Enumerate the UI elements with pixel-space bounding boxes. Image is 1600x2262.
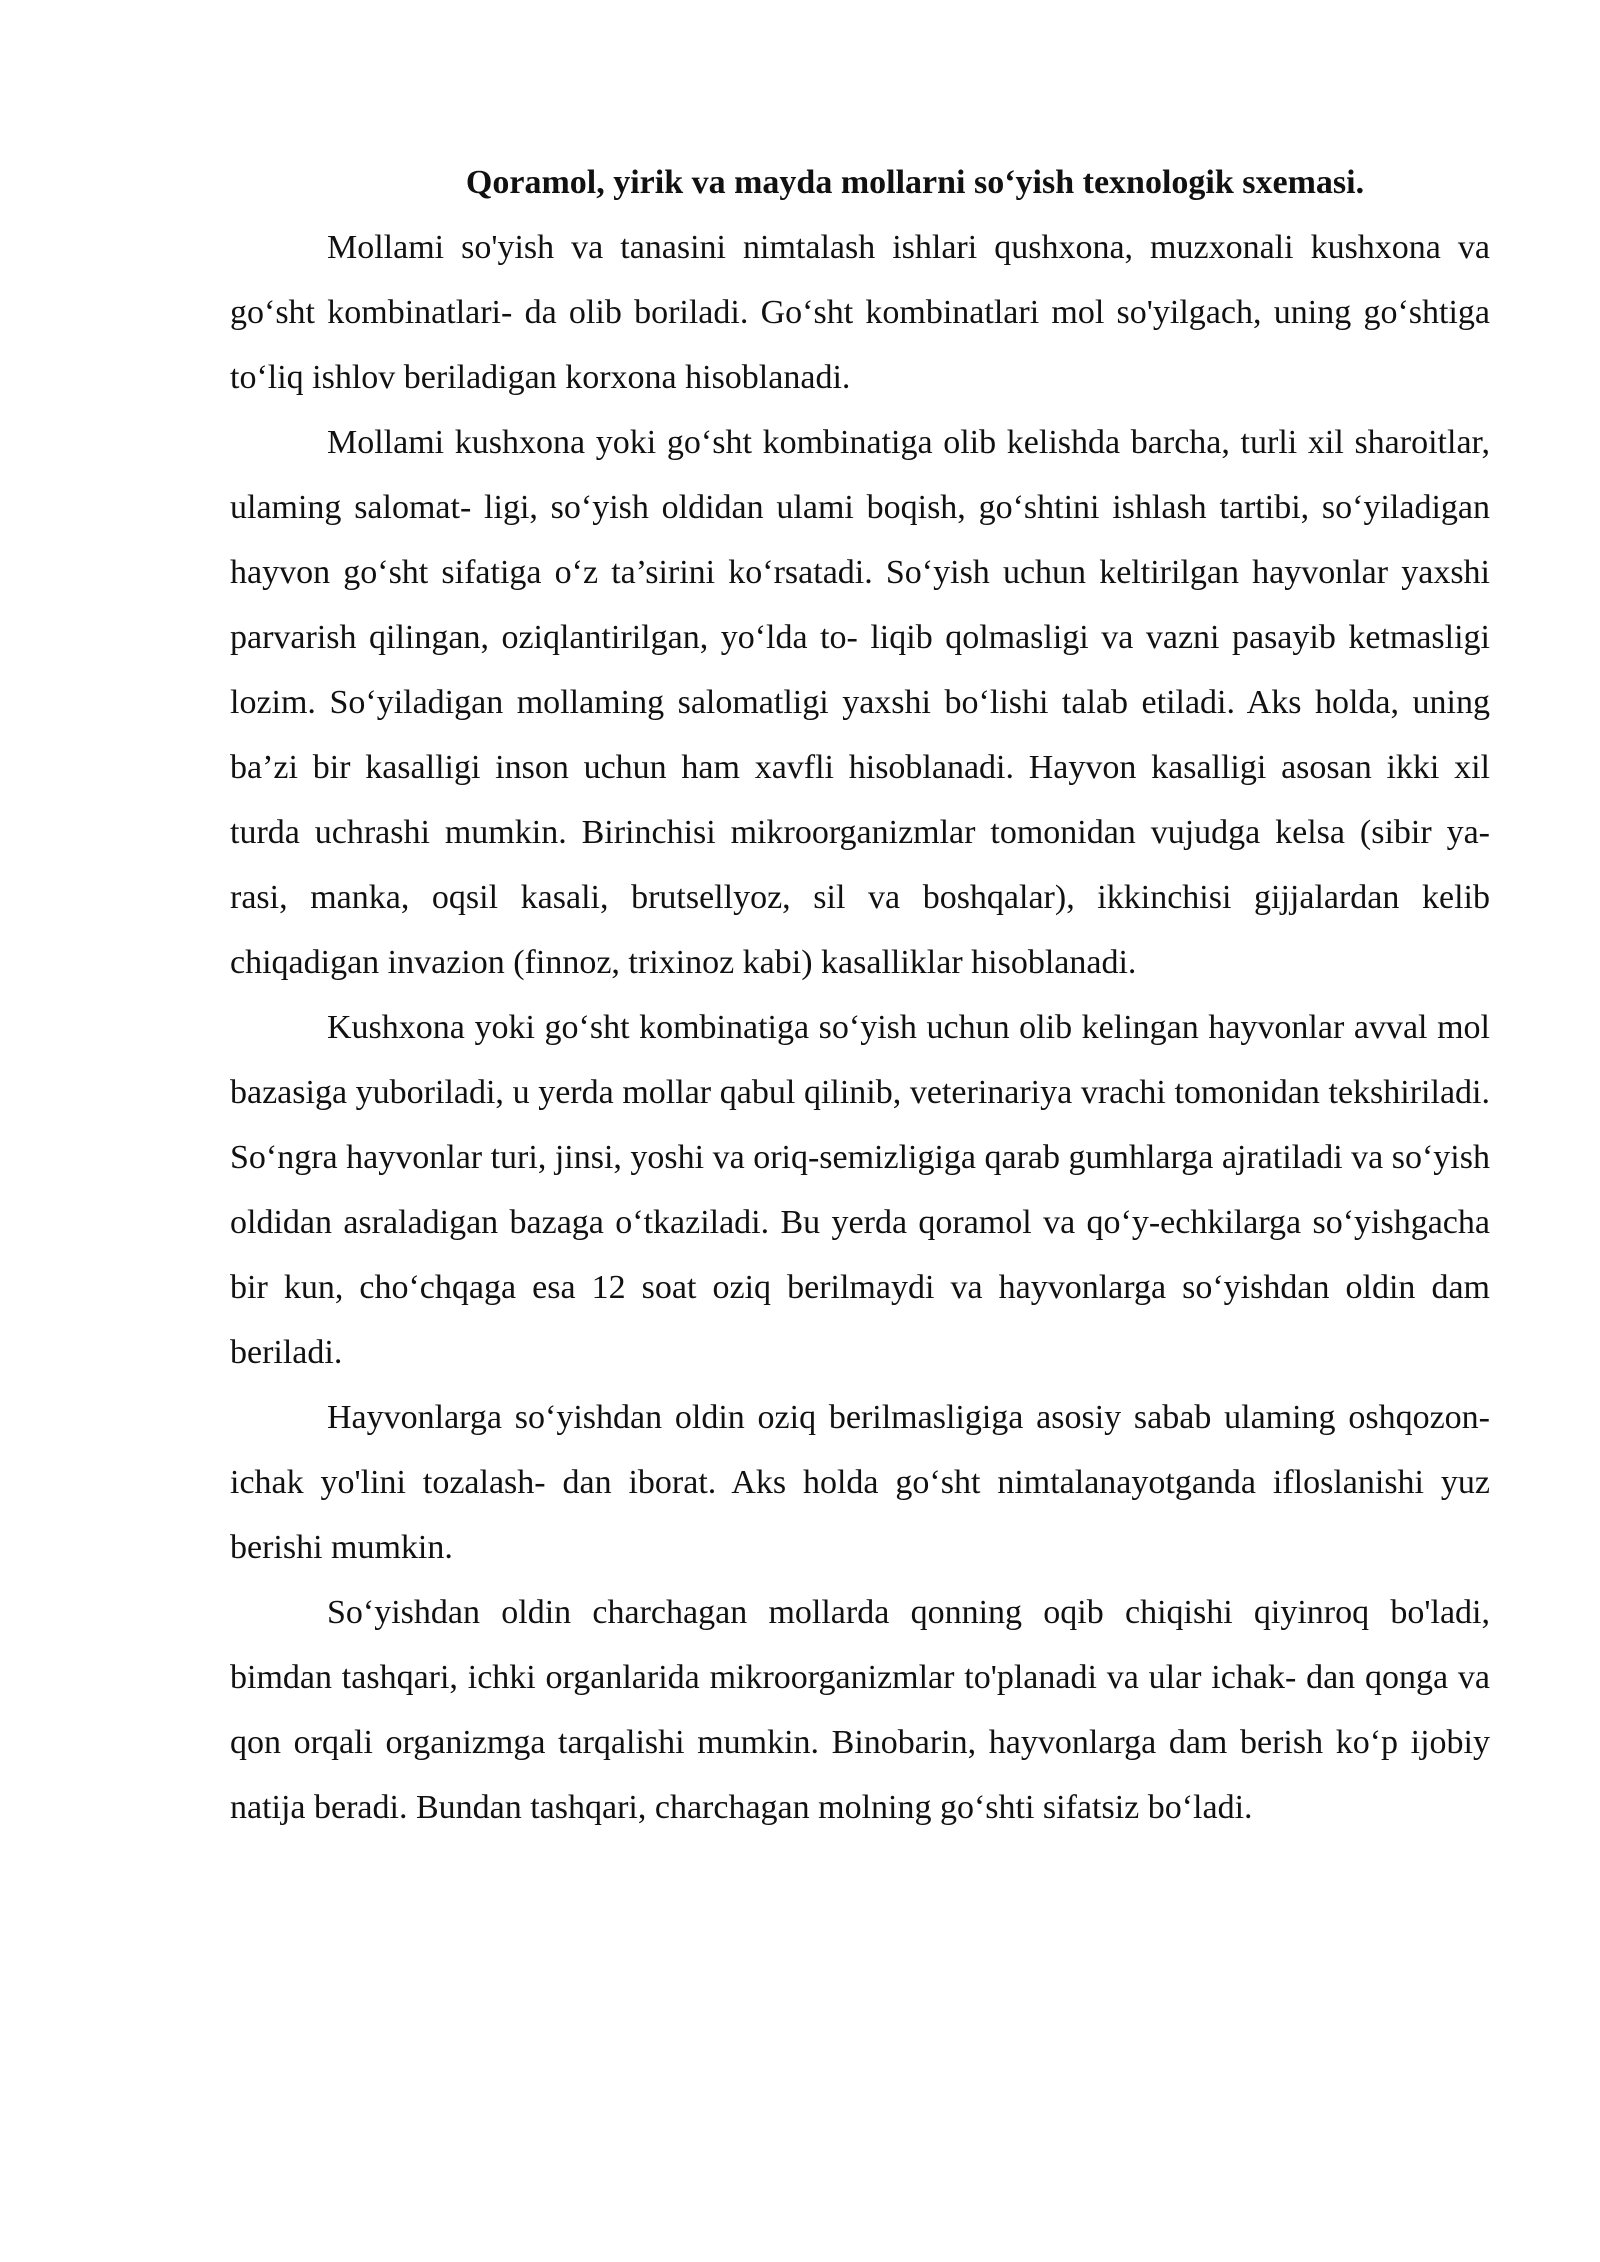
paragraph-2: Mollami kushxona yoki go‘sht kombinatiga olib kelishda barcha, turli xil sharoitlar, ulaming salomat- ligi, so‘yish oldidan ulami boqish, go‘shtini ishlash tartibi, so‘yiladigan hayvon go‘sht sifatiga o‘z ta’sirini ko‘rsatadi. So‘yish uchun keltirilgan hayvonlar yaxshi parvarish qilingan, oziqlantirilgan, yo‘lda to- liqib qolmasligi va vazni pasayib ketmasligi lozim. So‘yiladigan mollaming salomatligi yaxshi bo‘lishi talab etiladi. Aks holda, uning ba’zi bir kasalligi inson uchun ham xavfli hisoblanadi. Hayvon kasalligi asosan ikki xil turda uchrashi mumkin. Birinchisi mikroorganizmlar tomonidan vujudga kelsa (sibir ya- rasi, manka, oqsil kasali, brutsellyoz, sil va boshqalar), ikkinchisi gijjalardan kelib chiqadigan invazion (finnoz, trixinoz kabi) kasalliklar hisoblanadi. — [230, 424, 1490, 981]
document-title: Qoramol, yirik va mayda mollarni so‘yish texnologik sxemasi. — [465, 164, 1365, 201]
paragraph-1: Mollami so'yish va tanasini nimtalash ishlari qushxona, muzxonali kushxona va go‘sht kombinatlari- da olib boriladi. Go‘sht kombinatlari mol so'yilgach, uning go‘shtiga to‘liq ishlov beriladigan korxona hisoblanadi. — [230, 229, 1490, 396]
document-body — [230, 150, 1490, 1840]
paragraph-5: So‘yishdan oldin charchagan mollarda qonning oqib chiqishi qiyinroq bo'ladi, bimdan tashqari, ichki organlarida mikroorganizmlar to'planadi va ular ichak- dan qonga va qon orqali organizmga tarqalishi mumkin. Binobarin, hayvonlarga dam berish ko‘p ijobiy natija beradi. Bundan tashqari, charchagan molning go‘shti sifatsiz bo‘ladi. — [230, 1594, 1490, 1826]
paragraph-4: Hayvonlarga so‘yishdan oldin oziq berilmasligiga asosiy sabab ulaming oshqozon-ichak yo'lini tozalash- dan iborat. Aks holda go‘sht nimtalanayotganda ifloslanishi yuz berishi mumkin. — [230, 1399, 1490, 1566]
paragraph-3: Kushxona yoki go‘sht kombinatiga so‘yish uchun olib kelingan hayvonlar avval mol bazasiga yuboriladi, u yerda mollar qabul qilinib, veterinariya vrachi tomonidan tekshiriladi. So‘ngra hayvonlar turi, jinsi, yoshi va oriq-semizligiga qarab gumhlarga ajratiladi va so‘yish oldidan asraladigan bazaga o‘tkaziladi. Bu yerda qoramol va qo‘y-echkilarga so‘yishgacha bir kun, cho‘chqaga esa 12 soat oziq berilmaydi va hayvonlarga so‘yishdan oldin dam beriladi. — [230, 1009, 1490, 1371]
